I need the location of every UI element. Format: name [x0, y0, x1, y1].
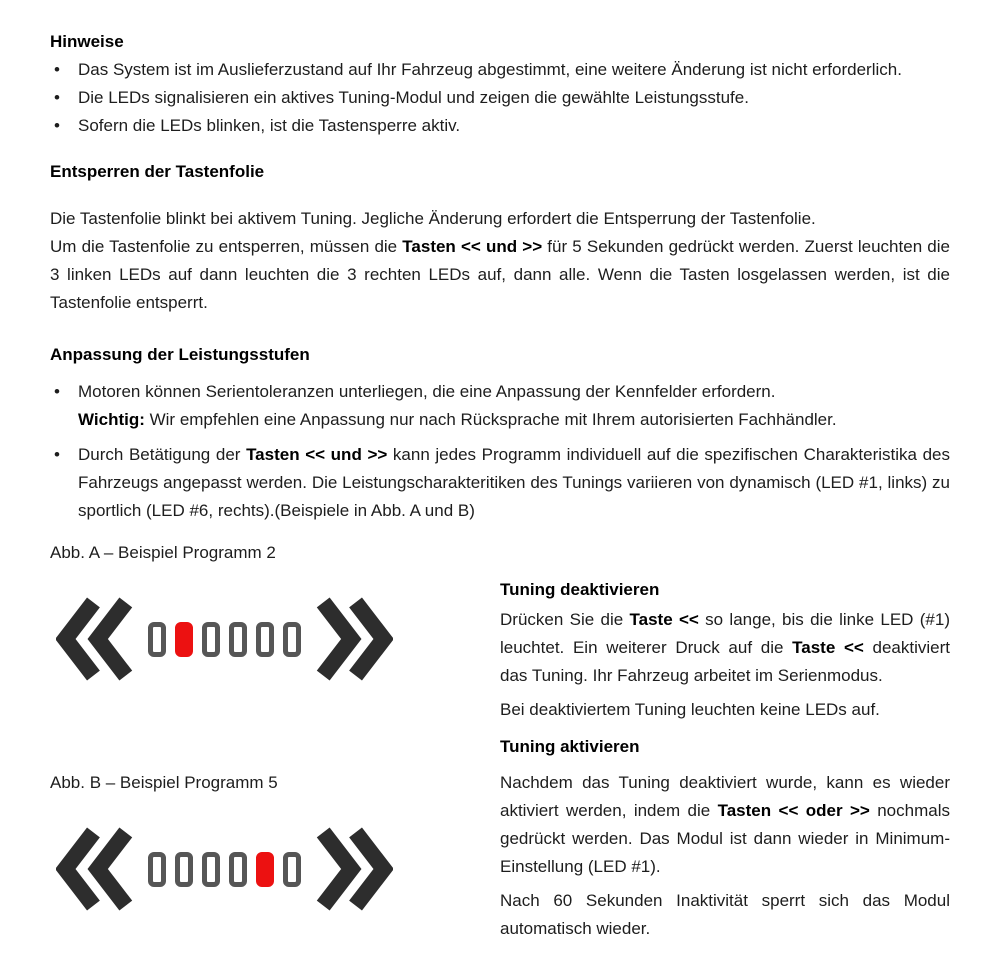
anpassung-heading: Anpassung der Leistungsstufen [50, 345, 310, 364]
deaktivieren-paragraph [500, 606, 950, 690]
paragraph-text: Um die Tastenfolie zu entsperren, müssen die [50, 237, 403, 256]
instructions-column [500, 539, 950, 943]
figure-a-label: Abb. A – Beispiel Programm 2 [50, 543, 276, 562]
paragraph-text: Wir empfehlen eine Anpassung nur nach Rücksprache mit Ihrem autorisierten Fachhändler. [144, 410, 837, 429]
double-chevron-left-icon [56, 594, 136, 684]
paragraph-text: Drücken Sie die [500, 610, 630, 629]
list-item [50, 441, 950, 525]
led-indicator-3 [202, 852, 220, 887]
list-item [50, 378, 950, 434]
aktivieren-note: Nach 60 Sekunden Inaktivität sperrt sich das Modul automatisch wieder. [500, 891, 950, 938]
figure-b-keypad [56, 823, 500, 915]
led-indicator-3 [202, 622, 220, 657]
anpassung-list [50, 378, 950, 525]
paragraph-text: deaktiviert das Tuning. Ihr Fahrzeug arbeitet im Serienmodus. [500, 638, 950, 685]
bullet-dot: • [54, 445, 60, 464]
aktivieren-paragraph [500, 769, 950, 881]
bullet-dot: • [54, 88, 60, 107]
taste-bold: Taste << [792, 638, 864, 657]
figure-b-label: Abb. B – Beispiel Programm 5 [50, 773, 278, 792]
double-chevron-left-icon [56, 824, 136, 914]
led-indicator-1 [148, 852, 166, 887]
led-indicator-6 [283, 852, 301, 887]
led-indicator-2 [175, 852, 193, 887]
led-indicator-5-active [256, 852, 274, 887]
section-entsperren [50, 158, 950, 317]
anpassung-item-text [78, 441, 950, 525]
entsperren-paragraph [50, 205, 950, 317]
aktivieren-heading: Tuning aktivieren [500, 737, 640, 756]
hinweise-heading: Hinweise [50, 32, 124, 51]
led-indicator-2-active [175, 622, 193, 657]
led-indicator-4 [229, 622, 247, 657]
tasten-bold: Tasten << und >> [402, 237, 543, 256]
note-text: Die LEDs signalisieren ein aktives Tuning-Modul und zeigen die gewählte Leistungsstufe. [78, 88, 749, 107]
tasten-bold: Tasten << und >> [246, 445, 388, 464]
taste-bold: Taste << [629, 610, 699, 629]
paragraph-text: für 5 Sekunden gedrückt werden. Zuerst leuchten die 3 linken LEDs auf dann leuchten die 3 rechten LEDs auf, dann alle. Wenn die Tasten losgelassen werden, ist die Tastenfolie entsperrt. [50, 237, 950, 312]
wichtig-bold: Wichtig: [78, 410, 145, 429]
entsperren-heading: Entsperren der Tastenfolie [50, 162, 265, 181]
list-item [50, 56, 950, 84]
paragraph-text: Durch Betätigung der [78, 445, 247, 464]
led-row [148, 622, 301, 657]
figures-and-instructions [50, 539, 950, 943]
bullet-dot: • [54, 382, 60, 401]
led-indicator-1 [148, 622, 166, 657]
tasten-bold: Tasten << oder >> [717, 801, 870, 820]
double-chevron-right-icon [313, 594, 393, 684]
note-text: Sofern die LEDs blinken, ist die Tastensperre aktiv. [78, 116, 461, 135]
bullet-dot: • [54, 60, 60, 79]
list-item [50, 84, 950, 112]
figures-column [50, 539, 500, 943]
paragraph-text: so lange, bis die linke LED (#1) leuchtet. Ein weiterer Druck auf die [500, 610, 950, 657]
led-indicator-6 [283, 622, 301, 657]
deaktivieren-heading: Tuning deaktivieren [500, 580, 660, 599]
paragraph-text: nochmals gedrückt werden. Das Modul ist dann wieder in Minimum-Einstellung (LED #1). [500, 801, 950, 876]
figure-a-keypad [56, 593, 500, 685]
note-text: Das System ist im Auslieferzustand auf Ihr Fahrzeug abgestimmt, eine weitere Änderung ist nicht erforderlich. [78, 60, 902, 79]
paragraph-line: Motoren können Serientoleranzen unterliegen, die eine Anpassung der Kennfelder erfordern. [78, 382, 776, 401]
paragraph-text: Nachdem das Tuning deaktiviert wurde, kann es wieder aktiviert werden, indem die [500, 773, 950, 820]
list-item [50, 112, 950, 140]
double-chevron-right-icon [313, 824, 393, 914]
bullet-dot: • [54, 116, 60, 135]
paragraph-line: Die Tastenfolie blinkt bei aktivem Tuning. Jegliche Änderung erfordert die Entsperrung der Tastenfolie. [50, 209, 816, 228]
section-anpassung [50, 341, 950, 525]
section-hinweise [50, 28, 950, 140]
paragraph-text: kann jedes Programm individuell auf die spezifischen Charakteristika des Fahrzeugs angepasst werden. Die Leistungscharakteritiken des Tunings variieren von dynamisch (LED #1, links) zu sportlich (LED #6, rechts).(Beispiele in Abb. A und B) [78, 445, 950, 520]
led-indicator-4 [229, 852, 247, 887]
led-indicator-5 [256, 622, 274, 657]
anpassung-item-text [78, 378, 950, 434]
led-row [148, 852, 301, 887]
deaktivieren-note: Bei deaktiviertem Tuning leuchten keine LEDs auf. [500, 700, 880, 719]
